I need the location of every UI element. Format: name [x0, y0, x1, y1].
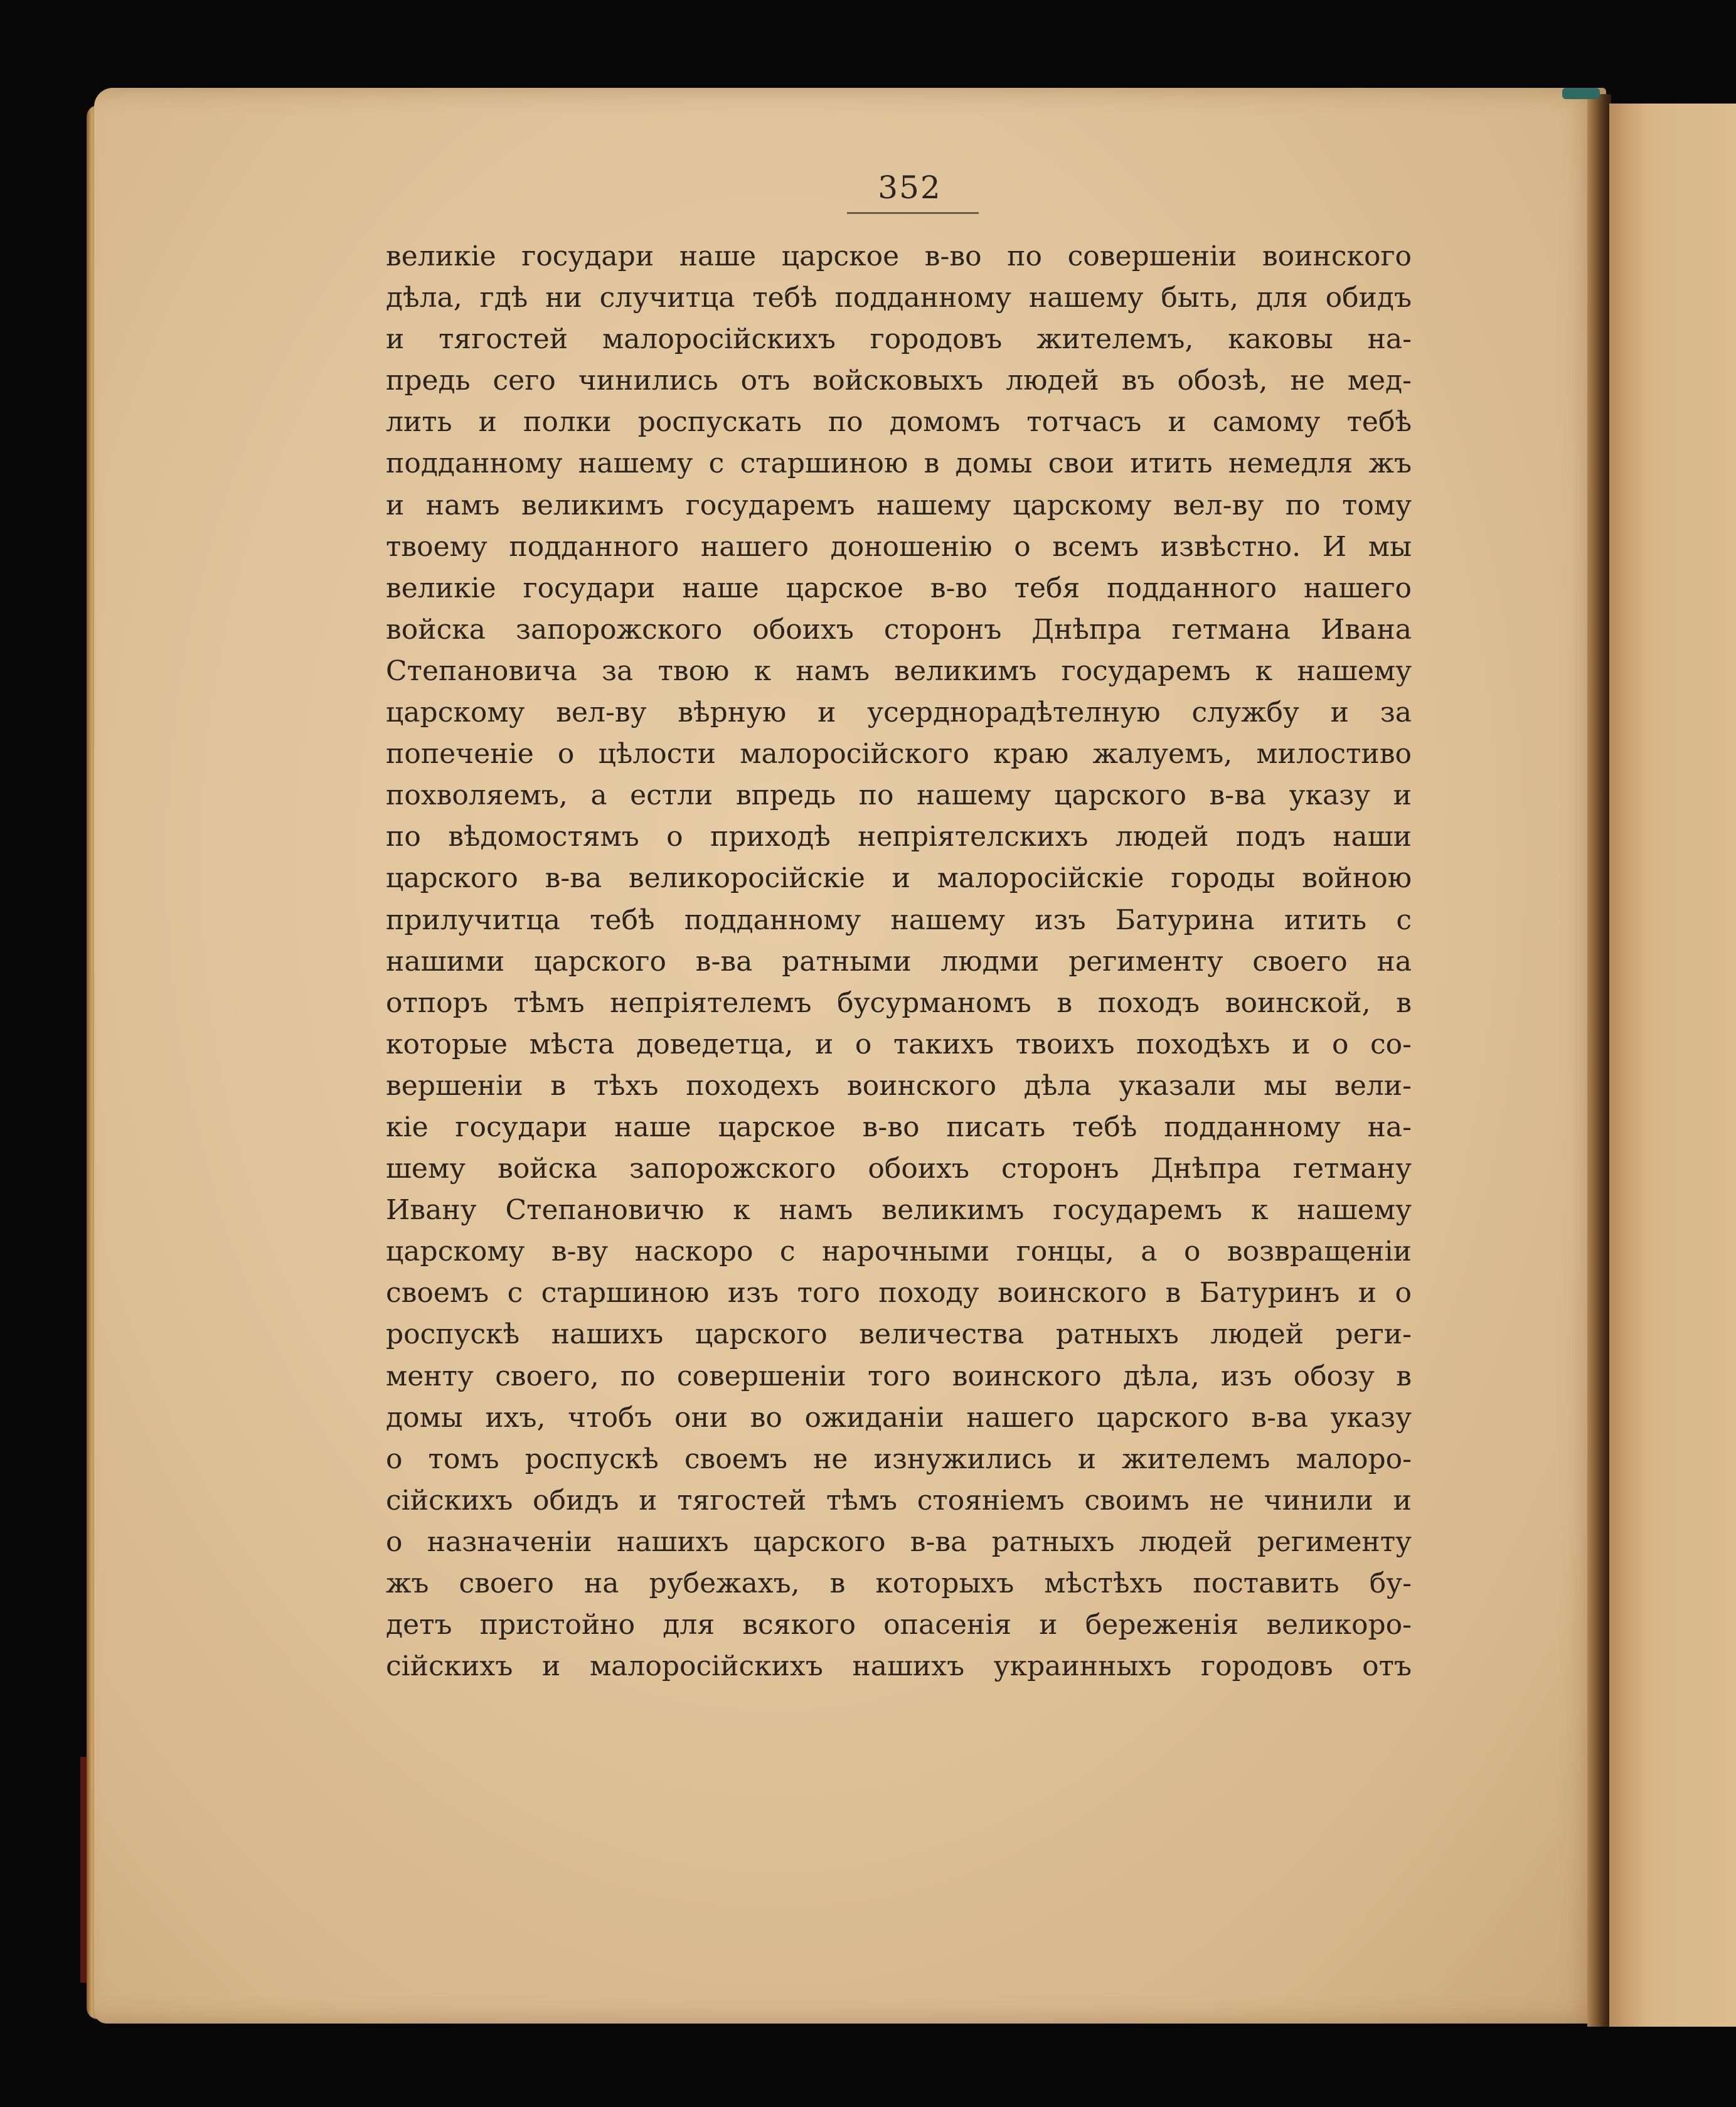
text-line: прилучитца тебѣ подданному нашему изъ Батурина итить с — [386, 904, 1412, 936]
text-line: домы ихъ, чтобъ они во ожиданіи нашего царского в-ва указу — [386, 1401, 1412, 1434]
text-line: вершеніи в тѣхъ походехъ воинского дѣла указали мы вели- — [386, 1069, 1412, 1102]
text-line: о назначеніи нашихъ царского в-ва ратныхъ людей регименту — [386, 1525, 1412, 1558]
text-line: сійскихъ обидъ и тягостей тѣмъ стояніемъ своимъ не чинили и — [386, 1484, 1412, 1517]
text-line: детъ пристойно для всякого опасенія и береженія великоро- — [386, 1609, 1412, 1641]
text-line: лить и полки роспускать по домомъ тотчасъ и самому тебѣ — [386, 406, 1412, 439]
text-line: Степановича за твою к намъ великимъ государемъ к нашему — [386, 654, 1412, 687]
text-line: Ивану Степановичю к намъ великимъ государемъ к нашему — [386, 1194, 1412, 1227]
text-line: которые мѣста доведетца, и о такихъ твоихъ походѣхъ и о со- — [386, 1028, 1412, 1060]
text-line: дѣла, гдѣ ни случитца тебѣ подданному нашему быть, для обидъ — [386, 282, 1412, 314]
text-line: подданному нашему с старшиною в домы свои итить немедля жъ — [386, 447, 1412, 480]
binding-thread — [1562, 88, 1600, 99]
text-line: и тягостей малоросійскихъ городовъ жителемъ, каковы на- — [386, 323, 1412, 356]
text-line: о томъ роспускѣ своемъ не изнужились и жителемъ малоро- — [386, 1443, 1412, 1475]
text-line: предь сего чинились отъ войсковыхъ людей въ обозѣ, не мед- — [386, 365, 1412, 397]
text-line: великіе государи наше царское в-во по совершеніи воинского — [386, 240, 1412, 272]
text-line: кіе государи наше царское в-во писать тебѣ подданному на- — [386, 1111, 1412, 1143]
text-line: и намъ великимъ государемъ нашему царскому вел-ву по тому — [386, 489, 1412, 521]
text-line: твоему подданного нашего доношенію о всемъ извѣстно. И мы — [386, 530, 1412, 563]
text-line: шему войска запорожского обоихъ сторонъ Днѣпра гетману — [386, 1153, 1412, 1185]
text-line: царского в-ва великоросійскіе и малоросійскіе городы войною — [386, 862, 1412, 895]
text-line: нашими царского в-ва ратными людми регименту своего на — [386, 945, 1412, 978]
body-text — [386, 236, 1412, 1687]
text-line: попеченіе о цѣлости малоросійского краю жалуемъ, милостиво — [386, 738, 1412, 771]
text-line: похволяемъ, а естли впредь по нашему царского в-ва указу и — [386, 779, 1412, 812]
text-line: войска запорожского обоихъ сторонъ Днѣпра гетмана Ивана — [386, 613, 1412, 646]
binding-gutter — [1587, 94, 1611, 2027]
text-line: жъ своего на рубежахъ, в которыхъ мѣстѣхъ поставить бу- — [386, 1567, 1412, 1599]
text-line: по вѣдомостямъ о приходѣ непріятелскихъ людей подъ наши — [386, 821, 1412, 853]
text-line: царскому в-ву наскоро с нарочными гонцы, а о возвращеніи — [386, 1235, 1412, 1268]
text-line: своемъ с старшиною изъ того походу воинского в Батуринъ и о — [386, 1277, 1412, 1310]
text-line: менту своего, по совершеніи того воинского дѣла, изъ обозу в — [386, 1360, 1412, 1392]
text-line: царскому вел-ву вѣрную и усерднорадѣтелную службу и за — [386, 696, 1412, 729]
text-line: сійскихъ и малоросійскихъ нашихъ украинныхъ городовъ отъ — [386, 1650, 1412, 1683]
page-number-rule — [847, 212, 979, 214]
page-number: 352 — [878, 169, 942, 206]
text-line: великіе государи наше царское в-во тебя подданного нашего — [386, 572, 1412, 604]
text-line: отпоръ тѣмъ непріятелемъ бусурманомъ в походъ воинской, в — [386, 986, 1412, 1019]
facing-page-edge — [1609, 104, 1736, 2027]
text-line: роспускѣ нашихъ царского величества ратныхъ людей реги- — [386, 1318, 1412, 1351]
